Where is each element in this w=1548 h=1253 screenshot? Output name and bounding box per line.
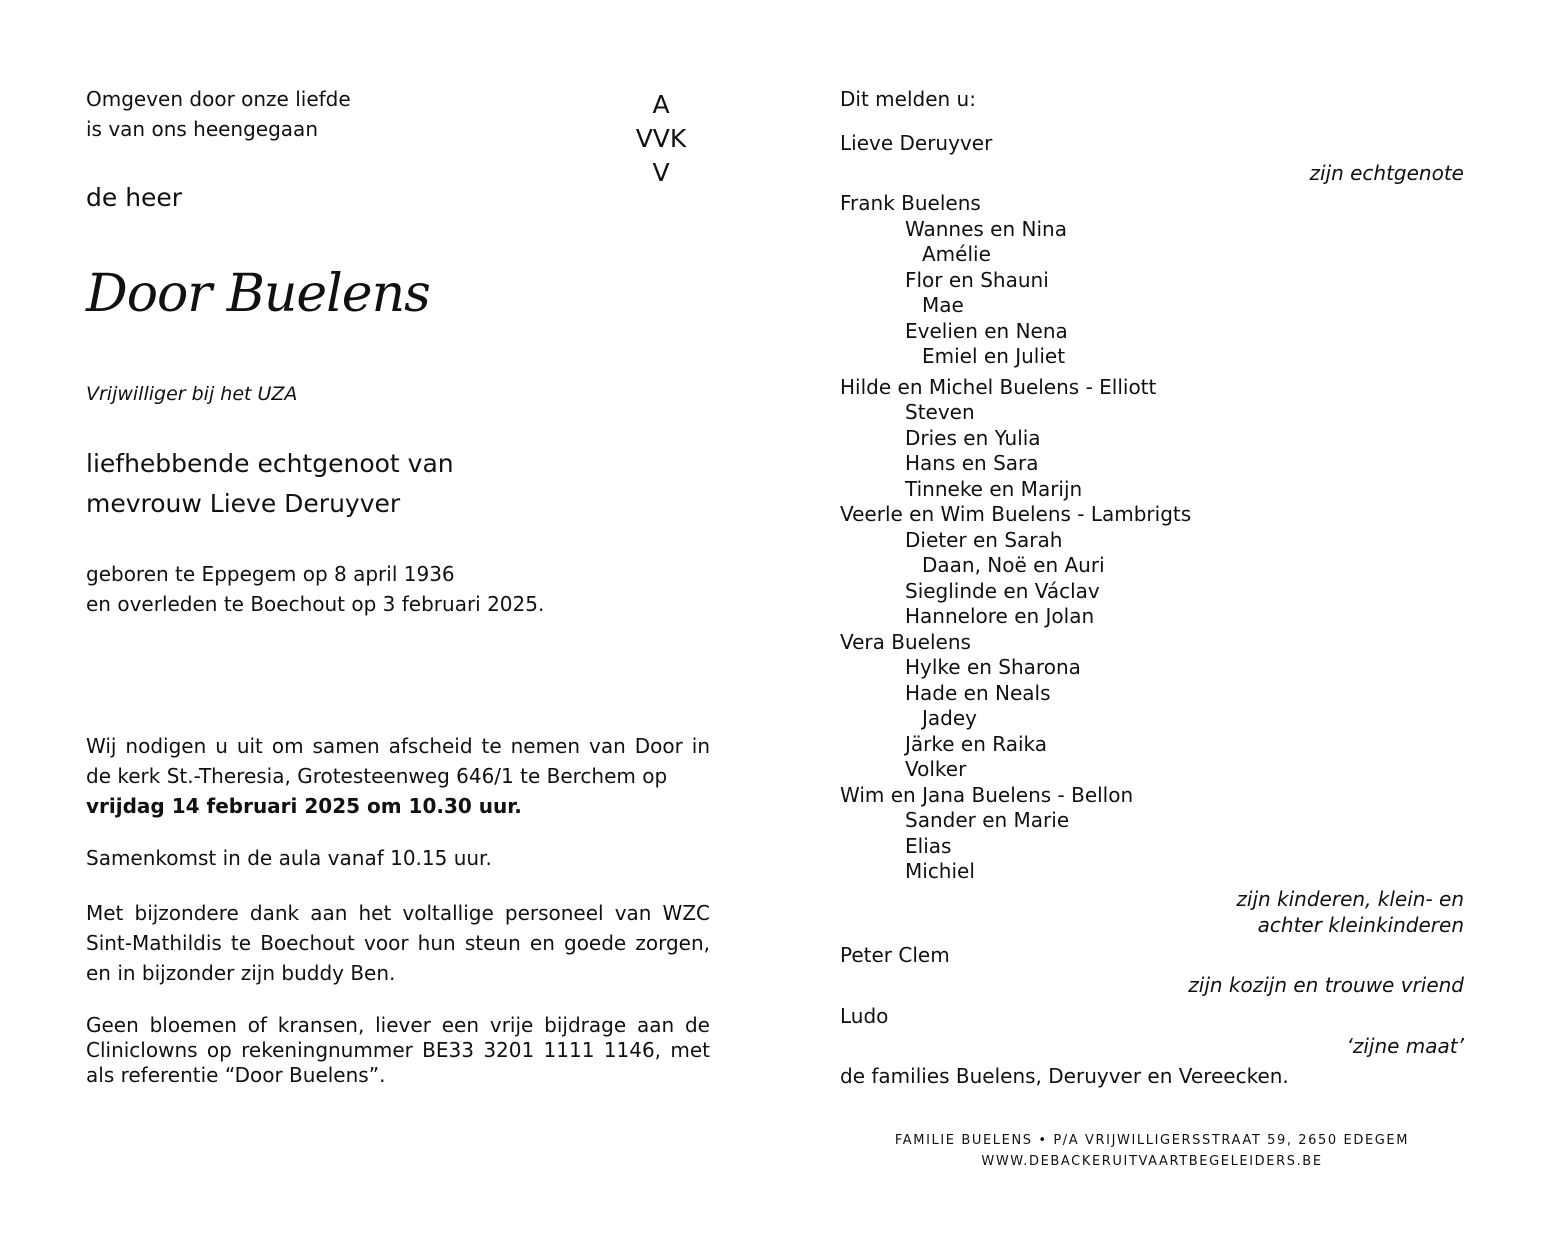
family-member: Volker xyxy=(905,757,967,781)
footer-address: FAMILIE BUELENS • P/A VRIJWILLIGERSSTRAAT 59, 2650 EDEGEM xyxy=(894,1133,1410,1148)
friend-name: Ludo xyxy=(840,1004,889,1028)
family-member: Hannelore en Jolan xyxy=(905,604,1095,628)
family-member: Vera Buelens xyxy=(840,629,971,654)
family-member: Mae xyxy=(922,293,964,317)
honorific: de heer xyxy=(86,183,183,212)
family-member: Dieter en Sarah xyxy=(905,527,1063,552)
thanks-paragraph: Met bijzondere dank aan het voltallige personeel van WZC Sint-Mathildis te Boechout voor hun steun en goede zorgen, en in bijzonder zijn buddy Ben. xyxy=(86,901,710,985)
family-member: Steven xyxy=(905,400,975,424)
symbol-middle: VVK xyxy=(635,124,687,153)
friend-relation: ‘zijne maat’ xyxy=(1346,1034,1464,1058)
cousin-relation: zijn kozijn en trouwe vriend xyxy=(1188,973,1464,997)
spouse-relation: zijn echtgenote xyxy=(1309,161,1464,185)
symbol-bottom: V xyxy=(652,158,670,187)
symbol-top: A xyxy=(652,90,670,119)
family-member: Emiel en Juliet xyxy=(922,344,1066,368)
family-member: Hade en Neals xyxy=(905,680,1051,705)
role-text: Vrijwilliger bij het UZA xyxy=(86,383,298,405)
invitation-date: vrijdag 14 februari 2025 om 10.30 uur. xyxy=(86,794,522,818)
invitation-paragraph xyxy=(86,731,710,821)
family-member: Jadey xyxy=(922,706,977,730)
intro-line-2: is van ons heengegaan xyxy=(86,117,318,141)
family-member: Järke en Raika xyxy=(905,731,1048,756)
spouse-line-1: liefhebbende echtgenoot van xyxy=(86,449,454,478)
children-relation-line-1: zijn kinderen, klein- en xyxy=(1236,887,1464,911)
intro-line-1: Omgeven door onze liefde xyxy=(86,87,351,111)
gathering-text: Samenkomst in de aula vanaf 10.15 uur. xyxy=(86,846,492,870)
family-member: Veerle en Wim Buelens - Lambrigts xyxy=(840,502,1192,526)
family-member: Tinneke en Marijn xyxy=(905,476,1083,501)
families-line: de families Buelens, Deruyver en Vereecken. xyxy=(840,1064,1289,1088)
family-member: Sander en Marie xyxy=(905,808,1070,832)
family-member: Sieglinde en Václav xyxy=(905,578,1100,603)
invitation-text: Wij nodigen u uit om samen afscheid te nemen van Door in de kerk St.-Theresia, Grotesteenweg 646/1 te Berchem op xyxy=(86,734,710,788)
family-member: Elias xyxy=(905,833,952,858)
children-relation-line-2: achter kleinkinderen xyxy=(1257,913,1464,937)
family-member: Evelien en Nena xyxy=(905,318,1068,343)
spouse-name: Lieve Deruyver xyxy=(840,131,993,155)
birth-line: geboren te Eppegem op 8 april 1936 xyxy=(86,562,455,586)
family-member: Dries en Yulia xyxy=(905,425,1041,450)
family-member: Wim en Jana Buelens - Bellon xyxy=(840,782,1134,807)
family-member: Michiel xyxy=(905,859,975,883)
family-member: Frank Buelens xyxy=(840,191,981,215)
death-line: en overleden te Boechout op 3 februari 2025. xyxy=(86,592,545,616)
footer-website: WWW.DEBACKERUITVAARTBEGELEIDERS.BE xyxy=(981,1154,1323,1169)
family-member: Amélie xyxy=(922,242,991,266)
family-member: Daan, Noë en Auri xyxy=(922,553,1105,577)
cousin-name: Peter Clem xyxy=(840,943,950,967)
family-member: Hylke en Sharona xyxy=(905,655,1081,679)
family-member: Hilde en Michel Buelens - Elliott xyxy=(840,374,1157,399)
donation-paragraph: Geen bloemen of kransen, liever een vrije bijdrage aan de Cliniclowns op rekeningnummer BE33 3201 1111 1146, met als referentie “Door Buelens”. xyxy=(86,1013,710,1087)
family-member: Flor en Shauni xyxy=(905,267,1049,292)
family-member: Hans en Sara xyxy=(905,451,1039,475)
family-member: Wannes en Nina xyxy=(905,216,1067,241)
announcement-header: Dit melden u: xyxy=(840,87,976,111)
deceased-name: Door Buelens xyxy=(86,264,430,324)
spouse-line-2: mevrouw Lieve Deruyver xyxy=(86,489,401,518)
